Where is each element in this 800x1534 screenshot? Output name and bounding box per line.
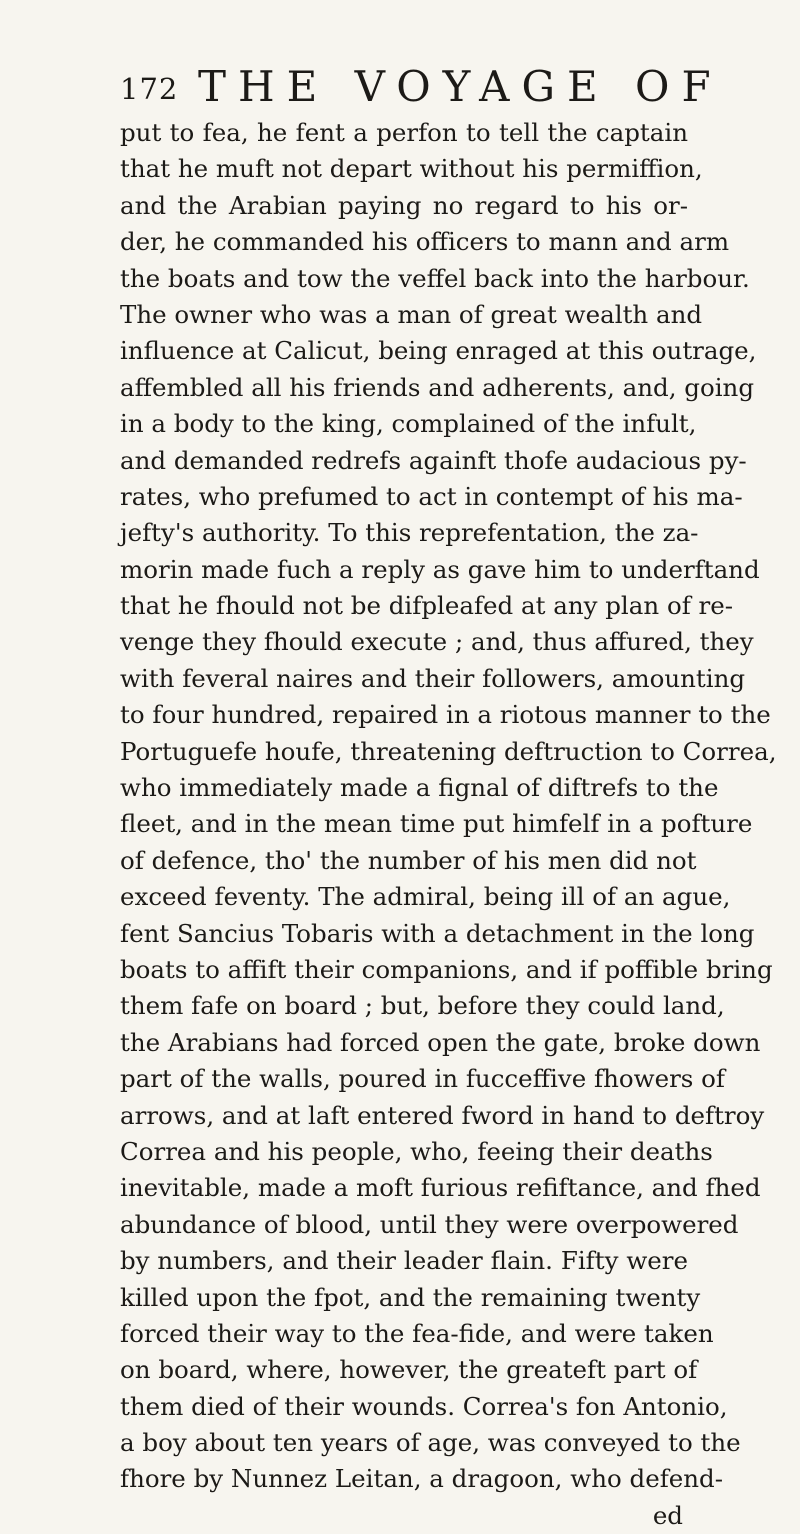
text-line: killed upon the fpot, and the remaining twenty xyxy=(120,1282,701,1312)
text-line: them died of their wounds. Correa's fon Antonio, xyxy=(120,1391,728,1421)
text-line: arrows, and at laft entered fword in hand to deftroy xyxy=(120,1100,765,1130)
text-line: influence at Calicut, being enraged at this outrage, xyxy=(120,336,757,366)
text-line: affembled all his friends and adherents, and, going xyxy=(120,372,754,402)
text-line: exceed feventy. The admiral, being ill of an ague, xyxy=(120,882,731,912)
text-line: venge they fhould execute ; and, thus affured, they xyxy=(120,627,754,657)
running-head: THE VOYAGE OF xyxy=(198,62,723,111)
text-line: on board, where, however, the greateft part of xyxy=(120,1355,698,1385)
page-header xyxy=(120,62,723,111)
text-line: jefty's authority. To this reprefentation, the za- xyxy=(120,518,699,548)
text-line: Portuguefe houfe, threatening deftruction to Correa, xyxy=(120,736,777,766)
text-line: them fafe on board ; but, before they could land, xyxy=(120,991,725,1021)
text-line: who immediately made a fignal of diftrefs to the xyxy=(120,773,719,803)
text-line: part of the walls, poured in fucceffive fhowers of xyxy=(120,1064,725,1094)
text-line: forced their way to the fea-fide, and were taken xyxy=(120,1318,714,1348)
text-line: boats to affift their companions, and if poffible bring xyxy=(120,954,773,984)
text-line: abundance of blood, until they were overpowered xyxy=(120,1209,739,1239)
text-line: of defence, tho' the number of his men did not xyxy=(120,845,697,875)
text-line: that he fhould not be difpleafed at any plan of re- xyxy=(120,591,734,621)
text-line: with feveral naires and their followers, amounting xyxy=(120,663,746,693)
text-line: fleet, and in the mean time put himfelf in a pofture xyxy=(120,809,753,839)
text-line: morin made fuch a reply as gave him to underftand xyxy=(120,554,760,584)
page-number: 172 xyxy=(120,72,179,106)
text-line: fhore by Nunnez Leitan, a dragoon, who defend- xyxy=(120,1464,724,1494)
body-text xyxy=(120,115,777,1534)
text-line: inevitable, made a moft furious refiftance, and fhed xyxy=(120,1173,761,1203)
text-line: Correa and his people, who, feeing their deaths xyxy=(120,1136,713,1166)
text-line: the boats and tow the veffel back into the harbour. xyxy=(120,263,750,293)
text-line: fent Sancius Tobaris with a detachment in the long xyxy=(120,918,755,948)
text-line: rates, who prefumed to act in contempt of his ma- xyxy=(120,481,743,511)
text-line: in a body to the king, complained of the infult, xyxy=(120,409,697,439)
text-line: to four hundred, repaired in a riotous manner to the xyxy=(120,700,771,730)
text-line: put to fea, he fent a perfon to tell the captain xyxy=(120,118,688,147)
text-line: The owner who was a man of great wealth and xyxy=(120,299,703,329)
text-line: and demanded redrefs againft thofe audacious py- xyxy=(120,445,747,475)
text-line: that he muft not depart without his permiffion, xyxy=(120,154,703,184)
text-line: a boy about ten years of age, was conveyed to the xyxy=(120,1428,741,1458)
text-line: der, he commanded his officers to mann and arm xyxy=(120,227,730,257)
text-line: the Arabians had forced open the gate, broke down xyxy=(120,1027,761,1057)
text-line-continuation: ed xyxy=(652,1500,683,1530)
text-line: and the Arabian paying no regard to his or- xyxy=(120,190,688,220)
text-line: by numbers, and their leader flain. Fifty were xyxy=(120,1246,688,1276)
